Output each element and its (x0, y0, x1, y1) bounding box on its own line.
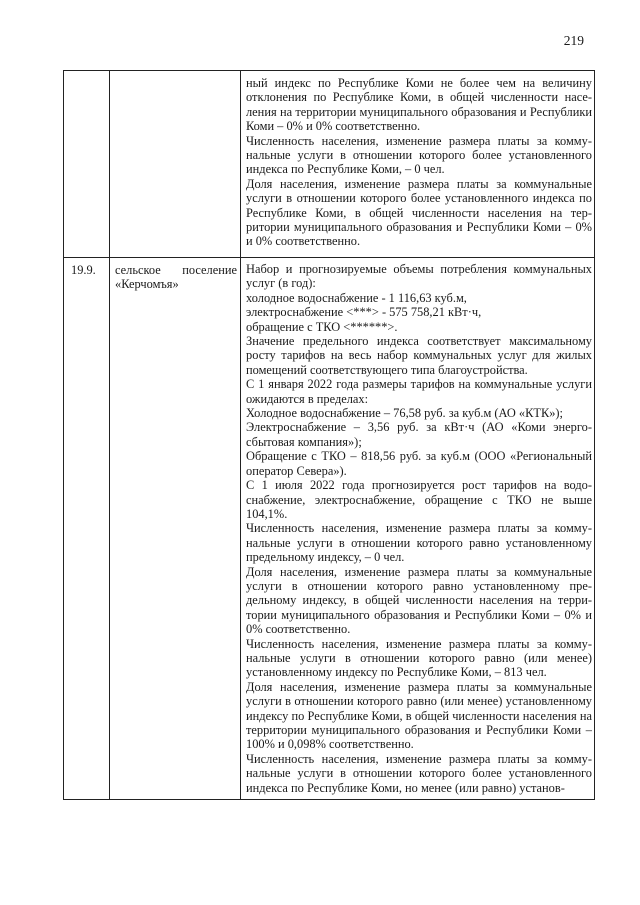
paragraph: Доля населения, изменение размера платы за коммунальные услуги в отношении которого равно установленному предельному индексу, в общей численности населения на территории муниципального образования и Республики Коми – 0% и 0% соответственно. (246, 564, 592, 637)
paragraph: холодное водоснабжение - 1 116,63 куб.м, (246, 290, 467, 305)
table-row (64, 258, 595, 800)
page-number: 219 (563, 33, 584, 48)
paragraph: Значение предельного индекса соответствует максимальному росту тарифов на весь набор коммунальных услуг для жилых помещений соответствующего типа благоустройства. (246, 334, 592, 377)
paragraph: Численность населения, изменение размера платы за коммунальные услуги в отношении которого более установленного индекса по Республике Коми, но менее (или равно) установ- (246, 751, 592, 795)
paragraph: С 1 января 2022 года размеры тарифов на коммунальные услуги ожидаются в пределах: (246, 377, 592, 406)
paragraph: электроснабжение <***> - 575 758,21 кВт·ч, (246, 305, 482, 320)
tariff-table (63, 70, 595, 800)
row-number-cell (64, 71, 110, 258)
municipality-name: «Керчомъя» (115, 277, 179, 292)
paragraph: ный индекс по Республике Коми не более чем на величину отклонения по Республике Коми, в общей численности населения на территории муниципального образования и Республики Коми – 0% и 0% соответственно. (246, 76, 592, 134)
description-cell (241, 71, 595, 258)
paragraph: С 1 июля 2022 года прогнозируется рост тарифов на водоснабжение, электроснабжение, обращение с ТКО не выше 104,1%. (246, 478, 592, 521)
paragraph: Набор и прогнозируемые объемы потребления коммунальных услуг (в год): (246, 262, 592, 291)
paragraph: обращение с ТКО <******>. (246, 319, 398, 334)
paragraph: Холодное водоснабжение – 76,58 руб. за куб.м (АО «КТК»); (246, 406, 563, 421)
table-row (64, 71, 595, 258)
municipality-name-cell (110, 71, 241, 258)
paragraph: Численность населения, изменение размера платы за коммунальные услуги в отношении которого равно (или менее) установленному индексу по Республике Коми, – 813 чел. (246, 636, 592, 680)
paragraph: Электроснабжение – 3,56 руб. за кВт·ч (АО «Коми энергосбытовая компания»); (246, 420, 592, 449)
paragraph: Численность населения, изменение размера платы за коммунальные услуги в отношении которого более установленного индекса по Республике Коми, – 0 чел. (246, 133, 592, 177)
paragraph: Обращение с ТКО – 818,56 руб. за куб.м (ООО «Региональный оператор Севера»). (246, 449, 592, 478)
description-cell (241, 258, 595, 800)
paragraph: Доля населения, изменение размера платы за коммунальные услуги в отношении которого более установленного индекса по Республике Коми, в общей численности населения на территории муниципального образования и Республики Коми – 0% и 0% соответственно. (246, 176, 592, 249)
paragraph: Численность населения, изменение размера платы за коммунальные услуги в отношении которого равно установленному предельному индексу, – 0 чел. (246, 521, 592, 565)
paragraph: Доля населения, изменение размера платы за коммунальные услуги в отношении которого равно (или менее) установленному индексу по Республике Коми, в общей численности населения на территории муниципального образования и Республики Коми – 100% и 0,098% соответственно. (246, 679, 592, 752)
municipality-type: сельское поселение (115, 263, 237, 277)
municipality-name-cell (110, 258, 241, 800)
row-number-cell: 19.9. (64, 258, 110, 800)
